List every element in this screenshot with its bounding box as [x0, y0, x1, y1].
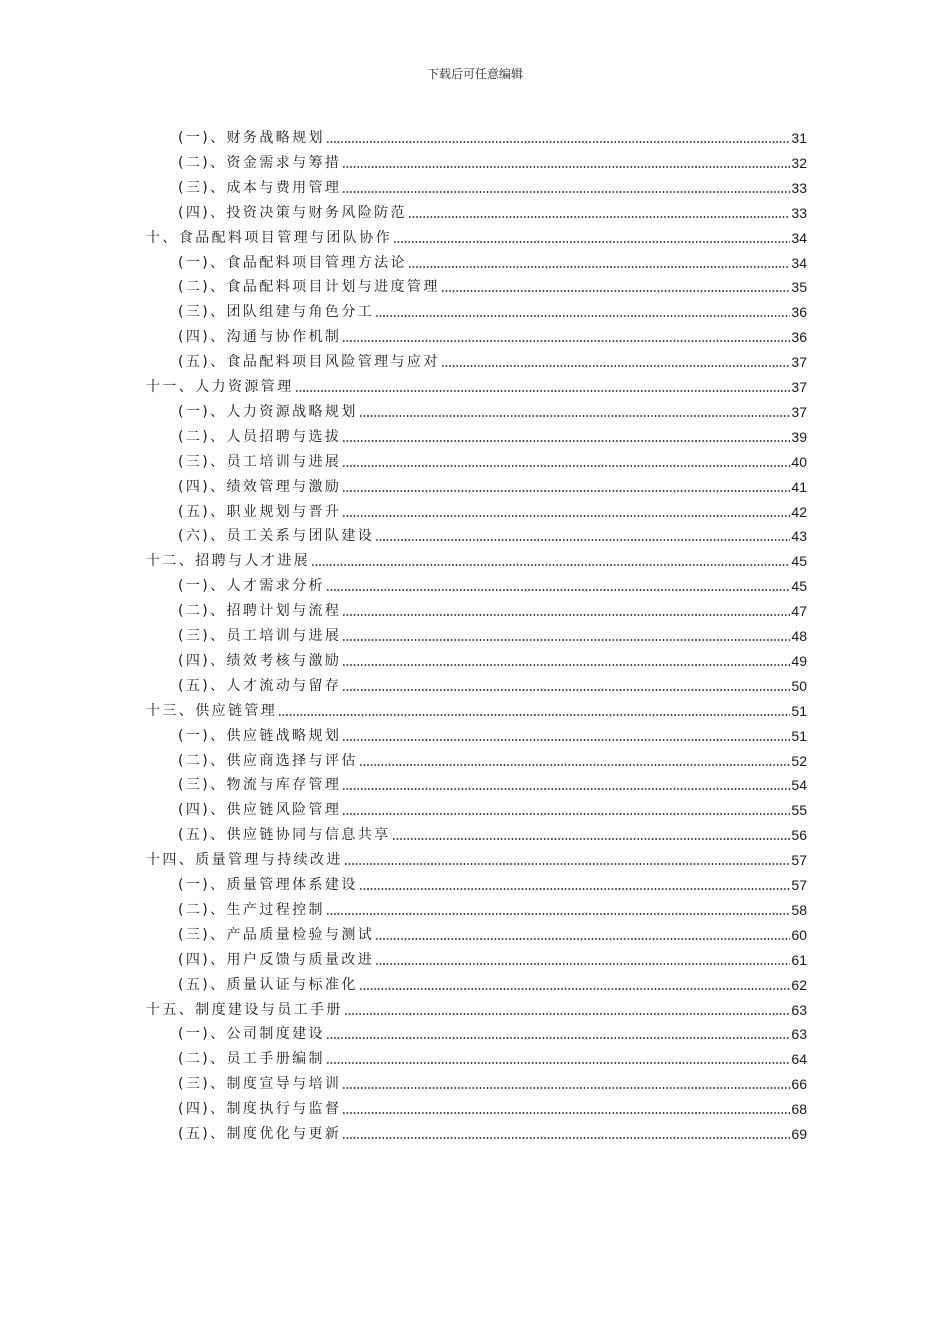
- toc-dot-leader: [326, 1062, 790, 1064]
- toc-entry-page-number: 60: [791, 926, 807, 943]
- toc-section-entry[interactable]: [178, 724, 807, 746]
- toc-dot-leader: [342, 440, 790, 442]
- toc-dot-leader: [311, 564, 790, 566]
- toc-dot-leader: [392, 838, 791, 840]
- toc-entry-page-number: 35: [791, 279, 807, 296]
- toc-dot-leader: [342, 813, 790, 815]
- toc-dot-leader: [359, 888, 791, 890]
- toc-dot-leader: [342, 788, 790, 790]
- toc-dot-leader: [278, 714, 790, 716]
- toc-entry-title: (二)、人员招聘与选拔: [178, 428, 342, 445]
- toc-entry-page-number: 37: [791, 354, 807, 371]
- toc-entry-page-number: 45: [791, 553, 807, 570]
- toc-chapter-entry[interactable]: [146, 226, 807, 248]
- toc-section-entry[interactable]: [178, 475, 807, 497]
- toc-entry-page-number: 49: [791, 652, 807, 669]
- toc-entry-title: 十四、质量管理与持续改进: [146, 852, 343, 869]
- toc-dot-leader: [393, 241, 790, 243]
- toc-dot-leader: [344, 863, 791, 865]
- toc-dot-leader: [375, 963, 790, 965]
- page-header: [0, 66, 950, 82]
- toc-entry-title: (三)、产品质量检验与测试: [178, 926, 375, 943]
- toc-dot-leader: [441, 290, 791, 292]
- toc-dot-leader: [295, 390, 791, 392]
- toc-entry-page-number: 36: [791, 329, 807, 346]
- toc-section-entry[interactable]: [178, 798, 807, 820]
- toc-dot-leader: [342, 515, 790, 517]
- toc-entry-title: 十、食品配料项目管理与团队协作: [146, 229, 392, 246]
- toc-entry-page-number: 51: [791, 727, 807, 744]
- toc-section-entry[interactable]: [178, 674, 807, 696]
- toc-entry-page-number: 66: [791, 1076, 807, 1093]
- toc-dot-leader: [342, 639, 790, 641]
- toc-entry-page-number: 68: [791, 1101, 807, 1118]
- toc-dot-leader: [342, 739, 790, 741]
- toc-dot-leader: [408, 266, 790, 268]
- toc-section-entry[interactable]: [178, 823, 807, 845]
- toc-entry-title: (四)、绩效考核与激励: [178, 652, 342, 669]
- toc-entry-page-number: 36: [791, 304, 807, 321]
- toc-entry-title: (二)、生产过程控制: [178, 901, 325, 918]
- toc-section-entry[interactable]: [178, 350, 807, 372]
- toc-section-entry[interactable]: [178, 948, 807, 970]
- toc-section-entry[interactable]: [178, 599, 807, 621]
- toc-section-entry[interactable]: [178, 126, 807, 148]
- toc-section-entry[interactable]: [178, 624, 807, 646]
- toc-entry-title: (一)、供应链战略规划: [178, 727, 342, 744]
- toc-section-entry[interactable]: [178, 1097, 807, 1119]
- toc-chapter-entry[interactable]: [146, 848, 807, 870]
- toc-entry-title: (二)、员工手册编制: [178, 1051, 325, 1068]
- toc-entry-page-number: 39: [791, 428, 807, 445]
- toc-section-entry[interactable]: [178, 923, 807, 945]
- toc-entry-title: (二)、招聘计划与流程: [178, 603, 342, 620]
- toc-entry-title: (六)、员工关系与团队建设: [178, 528, 375, 545]
- toc-entry-title: (一)、质量管理体系建设: [178, 877, 358, 893]
- toc-entry-page-number: 42: [791, 503, 807, 520]
- toc-entry-title: 十五、制度建设与员工手册: [146, 1001, 343, 1018]
- toc-dot-leader: [326, 141, 790, 143]
- toc-section-entry[interactable]: [178, 1047, 807, 1069]
- toc-entry-title: (五)、人才流动与留存: [178, 677, 342, 694]
- toc-section-entry[interactable]: [178, 176, 807, 198]
- toc-entry-page-number: 32: [791, 154, 807, 171]
- toc-entry-title: (三)、员工培训与进展: [178, 453, 342, 470]
- toc-entry-page-number: 57: [791, 852, 807, 869]
- toc-dot-leader: [342, 1087, 790, 1089]
- toc-dot-leader: [342, 664, 790, 666]
- toc-section-entry[interactable]: [178, 649, 807, 671]
- toc-entry-page-number: 61: [791, 951, 807, 968]
- toc-entry-title: (四)、供应链风险管理: [178, 802, 342, 819]
- toc-entry-page-number: 63: [791, 1001, 807, 1018]
- toc-entry-page-number: 40: [791, 453, 807, 470]
- toc-dot-leader: [359, 988, 791, 990]
- toc-entry-title: (五)、质量认证与标准化: [178, 976, 358, 993]
- toc-entry-title: (三)、成本与费用管理: [178, 179, 342, 196]
- toc-entry-page-number: 31: [791, 130, 807, 146]
- toc-entry-page-number: 43: [791, 528, 807, 545]
- toc-entry-title: (三)、物流与库存管理: [178, 777, 342, 794]
- toc-entry-title: (五)、供应链协同与信息共享: [178, 827, 391, 844]
- toc-section-entry[interactable]: [178, 151, 807, 173]
- toc-dot-leader: [342, 490, 790, 492]
- toc-entry-title: (二)、食品配料项目计划与进度管理: [178, 279, 440, 296]
- toc-dot-leader: [375, 539, 790, 541]
- toc-dot-leader: [359, 764, 791, 766]
- toc-chapter-entry[interactable]: [146, 998, 807, 1020]
- toc-entry-title: (三)、制度宣导与培训: [178, 1076, 342, 1093]
- toc-section-entry[interactable]: [178, 450, 807, 472]
- toc-entry-page-number: 33: [791, 179, 807, 196]
- toc-section-entry[interactable]: [178, 251, 807, 273]
- toc-entry-title: (一)、人力资源战略规划: [178, 403, 358, 420]
- toc-dot-leader: [408, 216, 790, 218]
- toc-dot-leader: [375, 315, 790, 317]
- toc-section-entry[interactable]: [178, 873, 807, 895]
- toc-entry-page-number: 45: [791, 578, 807, 595]
- toc-dot-leader: [359, 415, 791, 417]
- toc-entry-page-number: 54: [791, 777, 807, 794]
- toc-entry-title: (三)、团队组建与角色分工: [178, 304, 375, 321]
- toc-entry-page-number: 37: [791, 379, 807, 395]
- toc-section-entry[interactable]: [178, 300, 807, 322]
- toc-entry-page-number: 41: [791, 478, 807, 495]
- toc-entry-page-number: 50: [791, 677, 807, 694]
- toc-section-entry[interactable]: [178, 749, 807, 771]
- toc-entry-title: (一)、食品配料项目管理方法论: [178, 254, 407, 271]
- toc-dot-leader: [344, 1013, 791, 1015]
- toc-entry-title: (五)、食品配料项目风险管理与应对: [178, 354, 440, 371]
- toc-entry-title: (四)、用户反馈与质量改进: [178, 951, 375, 968]
- toc-entry-page-number: 62: [791, 976, 807, 993]
- toc-dot-leader: [326, 1037, 790, 1039]
- toc-entry-page-number: 57: [791, 877, 807, 893]
- toc-dot-leader: [342, 1137, 790, 1139]
- toc-entry-title: (二)、资金需求与筹措: [178, 154, 342, 171]
- toc-entry-title: 十一、人力资源管理: [146, 379, 294, 395]
- toc-entry-page-number: 56: [791, 827, 807, 844]
- toc-dot-leader: [342, 689, 790, 691]
- toc-section-entry[interactable]: [178, 201, 807, 223]
- toc-dot-leader: [342, 614, 790, 616]
- toc-entry-title: (五)、制度优化与更新: [178, 1126, 342, 1142]
- toc-entry-page-number: 34: [791, 229, 807, 246]
- toc-entry-title: (四)、绩效管理与激励: [178, 478, 342, 495]
- toc-section-entry[interactable]: [178, 275, 807, 297]
- toc-section-entry[interactable]: [178, 425, 807, 447]
- toc-entry-page-number: 58: [791, 901, 807, 918]
- toc-entry-page-number: 34: [791, 254, 807, 271]
- toc-entry-title: 十三、供应链管理: [146, 702, 278, 719]
- toc-dot-leader: [342, 1112, 790, 1114]
- toc-entry-title: (二)、供应商选择与评估: [178, 752, 358, 769]
- toc-entry-title: (四)、沟通与协作机制: [178, 329, 342, 346]
- toc-section-entry[interactable]: [178, 898, 807, 920]
- toc-entry-title: (一)、财务战略规划: [178, 130, 325, 146]
- toc-entry-title: (三)、员工培训与进展: [178, 628, 342, 644]
- toc-dot-leader: [441, 365, 791, 367]
- toc-entry-page-number: 51: [791, 702, 807, 719]
- toc-dot-leader: [342, 340, 790, 342]
- toc-entry-page-number: 48: [791, 628, 807, 644]
- toc-entry-page-number: 47: [791, 603, 807, 620]
- toc-dot-leader: [326, 589, 790, 591]
- toc-dot-leader: [375, 938, 790, 940]
- toc-chapter-entry[interactable]: [146, 699, 807, 721]
- toc-section-entry[interactable]: [178, 1122, 807, 1144]
- toc-dot-leader: [326, 913, 790, 915]
- toc-entry-page-number: 63: [791, 1026, 807, 1043]
- toc-entry-title: 十二、招聘与人才进展: [146, 553, 310, 570]
- toc-section-entry[interactable]: [178, 973, 807, 995]
- toc-section-entry[interactable]: [178, 500, 807, 522]
- toc-entry-title: (一)、人才需求分析: [178, 578, 325, 595]
- toc-dot-leader: [342, 166, 790, 168]
- toc-dot-leader: [342, 191, 790, 193]
- toc-entry-page-number: 64: [791, 1051, 807, 1068]
- toc-section-entry[interactable]: [178, 773, 807, 795]
- toc-chapter-entry[interactable]: [146, 375, 807, 397]
- toc-section-entry[interactable]: [178, 524, 807, 546]
- header-note: 下载后可任意编辑: [426, 67, 523, 81]
- toc-entry-page-number: 37: [791, 403, 807, 420]
- toc-entry-title: (四)、制度执行与监督: [178, 1101, 342, 1118]
- toc-entry-title: (五)、职业规划与晋升: [178, 503, 342, 520]
- toc-entry-title: (一)、公司制度建设: [178, 1026, 325, 1043]
- toc-entry-page-number: 69: [791, 1126, 807, 1142]
- toc-section-entry[interactable]: [178, 325, 807, 347]
- toc-dot-leader: [342, 465, 790, 467]
- toc-section-entry[interactable]: [178, 1022, 807, 1044]
- toc-section-entry[interactable]: [178, 400, 807, 422]
- toc-chapter-entry[interactable]: [146, 549, 807, 571]
- toc-entry-page-number: 52: [791, 752, 807, 769]
- toc-section-entry[interactable]: [178, 574, 807, 596]
- toc-section-entry[interactable]: [178, 1072, 807, 1094]
- toc-entry-page-number: 33: [791, 204, 807, 221]
- toc-entry-page-number: 55: [791, 802, 807, 819]
- toc-entry-title: (四)、投资决策与财务风险防范: [178, 204, 407, 221]
